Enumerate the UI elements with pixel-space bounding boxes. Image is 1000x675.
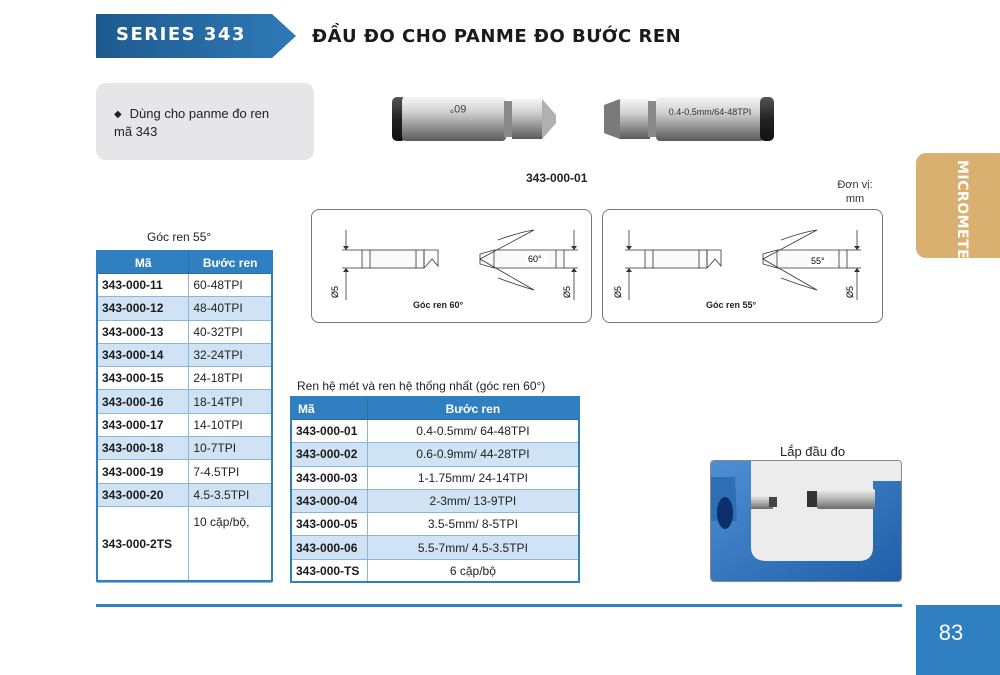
code-cell: 343-000-11: [98, 274, 189, 297]
code-cell: 343-000-01: [292, 420, 368, 443]
dim-left-60: Ø5: [330, 285, 340, 298]
table-row: [292, 513, 579, 536]
table-row: [292, 443, 579, 466]
pitch-cell: 4.5-3.5TPI: [189, 483, 272, 506]
unit-label-value: mm: [845, 193, 865, 205]
pitch-cell: 6 cặp/bộ: [367, 559, 578, 582]
table-row: [98, 367, 272, 390]
photo-caption: 343-000-01: [526, 171, 588, 185]
table-row: [98, 413, 272, 436]
dim-right-55: Ø5: [845, 285, 855, 298]
pitch-cell: 60-48TPI: [189, 274, 272, 297]
pitch-cell: 3.5-5mm/ 8-5TPI: [367, 513, 578, 536]
page-title: ĐẦU ĐO CHO PANME ĐO BƯỚC REN: [312, 26, 682, 47]
pitch-cell: 5.5-7mm/ 4.5-3.5TPI: [367, 536, 578, 559]
diagram-60-caption: Góc ren 60°: [413, 300, 464, 310]
table-row: [292, 489, 579, 512]
code-cell: 343-000-18: [98, 437, 189, 460]
table-row: [292, 466, 579, 489]
pitch-cell: 0.6-0.9mm/ 44-28TPI: [367, 443, 578, 466]
pitch-cell: 18-14TPI: [189, 390, 272, 413]
pitch-cell: 10-7TPI: [189, 437, 272, 460]
pitch-cell: 40-32TPI: [189, 320, 272, 343]
code-cell: 343-000-16: [98, 390, 189, 413]
table-row: [98, 274, 272, 297]
pitch-cell: 14-10TPI: [189, 413, 272, 436]
note-line-1: Dùng cho panme đo ren: [129, 106, 270, 121]
table-60: [291, 397, 579, 583]
table-row: [98, 483, 272, 506]
pitch-cell: 10 cặp/bộ,: [189, 506, 272, 582]
right-tip-marking: 0.4-0.5mm/64-48TPI: [668, 107, 752, 117]
dim-left-55: Ø5: [613, 285, 623, 298]
dim-right-60: Ø5: [562, 285, 572, 298]
table-55-header-code: Mã: [98, 252, 189, 274]
table-row: [98, 437, 272, 460]
table-55-caption: Góc ren 55°: [147, 230, 212, 244]
anvil-60-photo: [388, 95, 564, 143]
diagram-55: [602, 209, 883, 323]
code-cell: 343-000-04: [292, 489, 368, 512]
code-cell: 343-000-13: [98, 320, 189, 343]
code-cell: 343-000-TS: [292, 559, 368, 582]
code-cell: 343-000-2TS: [98, 506, 189, 582]
unit-label: [815, 178, 895, 206]
code-cell: 343-000-12: [98, 297, 189, 320]
code-cell: 343-000-17: [98, 413, 189, 436]
diamond-bullet-icon: ◆: [114, 109, 122, 120]
table-60-header-code: Mã: [292, 398, 368, 420]
table-60-header-pitch: Bước ren: [367, 398, 578, 420]
table-60-caption: Ren hệ mét và ren hệ thống nhất (góc ren 60°): [297, 379, 546, 393]
footer-line: [96, 604, 902, 607]
left-tip-marking: 60°: [449, 102, 467, 114]
note-line-2: mã 343: [114, 124, 158, 139]
micrometer-frame-illustration: [711, 461, 902, 582]
table-row: [98, 506, 272, 582]
pitch-cell: 32-24TPI: [189, 343, 272, 366]
table-row: [98, 460, 272, 483]
series-label: SERIES 343: [116, 24, 246, 45]
table-55-header-pitch: Bước ren: [189, 252, 272, 274]
unit-label-title: Đơn vị:: [837, 179, 873, 191]
anvil-v-photo: [600, 95, 780, 143]
table-row: [292, 559, 579, 582]
table-row: [98, 343, 272, 366]
code-cell: 343-000-19: [98, 460, 189, 483]
pitch-cell: 24-18TPI: [189, 367, 272, 390]
code-cell: 343-000-03: [292, 466, 368, 489]
note-box: [96, 83, 314, 160]
side-tab-label: MICROMETER: [954, 160, 970, 271]
code-cell: 343-000-14: [98, 343, 189, 366]
code-cell: 343-000-20: [98, 483, 189, 506]
pitch-cell: 2-3mm/ 13-9TPI: [367, 489, 578, 512]
pitch-cell: 48-40TPI: [189, 297, 272, 320]
angle-label-55: 55°: [811, 256, 825, 266]
table-row: [292, 420, 579, 443]
code-cell: 343-000-05: [292, 513, 368, 536]
mount-caption: Lắp đầu đo: [780, 444, 846, 459]
pitch-cell: 0.4-0.5mm/ 64-48TPI: [367, 420, 578, 443]
table-55: [97, 251, 272, 583]
angle-label-60: 60°: [528, 254, 542, 264]
page-number: 83: [938, 620, 964, 645]
code-cell: 343-000-02: [292, 443, 368, 466]
pitch-cell: 1-1.75mm/ 24-14TPI: [367, 466, 578, 489]
code-cell: 343-000-06: [292, 536, 368, 559]
table-row: [98, 390, 272, 413]
mount-photo: [710, 460, 902, 582]
table-row: [292, 536, 579, 559]
table-row: [98, 320, 272, 343]
pitch-cell: 7-4.5TPI: [189, 460, 272, 483]
code-cell: 343-000-15: [98, 367, 189, 390]
table-row: [98, 297, 272, 320]
diagram-55-caption: Góc ren 55°: [706, 300, 757, 310]
diagram-60: [311, 209, 592, 323]
